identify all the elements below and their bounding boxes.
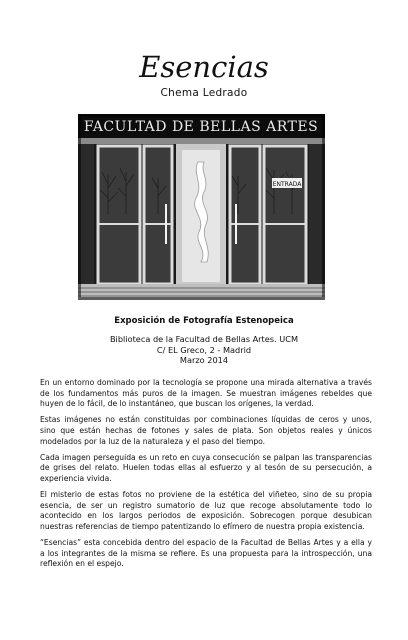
- body-paragraph: Cada imagen perseguida es un reto en cuya consecución se palpan las transparencias de grises del relato. Huelen todas ellas al esfuerzo y al tesón de su persecución, a experiencia vivida.: [40, 452, 372, 483]
- entrance-photograph: [78, 114, 325, 300]
- document-title: Esencias: [139, 50, 269, 84]
- body-text: [40, 378, 372, 575]
- venue-line: Marzo 2014: [179, 355, 229, 365]
- body-paragraph: El misterio de estas fotos no proviene de la estética del viñeteo, sino de su propia esencia, de ser un registro sumatorio de luz que recoge absolutamente todo lo acontecido en los largos periodos de exposición. Sobrecogen porque desubican nuestras referencias de tiempo patentizando lo efímero de nuestra propia existencia.: [40, 490, 372, 531]
- venue-info: [0, 334, 408, 366]
- author-name: Chema Ledrado: [160, 87, 248, 99]
- venue-line: Biblioteca de la Facultad de Bellas Artes. UCM: [109, 334, 299, 344]
- body-paragraph: “Esencias” esta concebida dentro del espacio de la Facultad de Bellas Artes y a ella y a los integrantes de la misma se refiere. Es una propuesta para la introspección, una reflexión en el espejo.: [40, 538, 372, 569]
- body-paragraph: Estas imágenes no están constituidas por combinaciones líquidas de ceros y unos, sino que están hechas de fotones y sales de plata. Son objetos reales y únicos modelados por la luz de la naturaleza y el paso del tiempo.: [40, 415, 372, 446]
- body-paragraph: En un entorno dominado por la tecnología se propone una mirada alternativa a través de los fundamentos más puros de la imagen. Se muestran imágenes rebeldes que huyen de lo fácil, de lo instantáneo, que buscan los orígenes, la verdad.: [40, 378, 372, 409]
- entrada-door-label: ENTRADA: [272, 181, 302, 188]
- exhibition-title: Exposición de Fotografía Estenopeica: [114, 316, 294, 326]
- facade-sign-text: FACULTAD DE BELLAS ARTES: [83, 119, 319, 135]
- venue-line: C/ EL Greco, 2 - Madrid: [156, 344, 252, 355]
